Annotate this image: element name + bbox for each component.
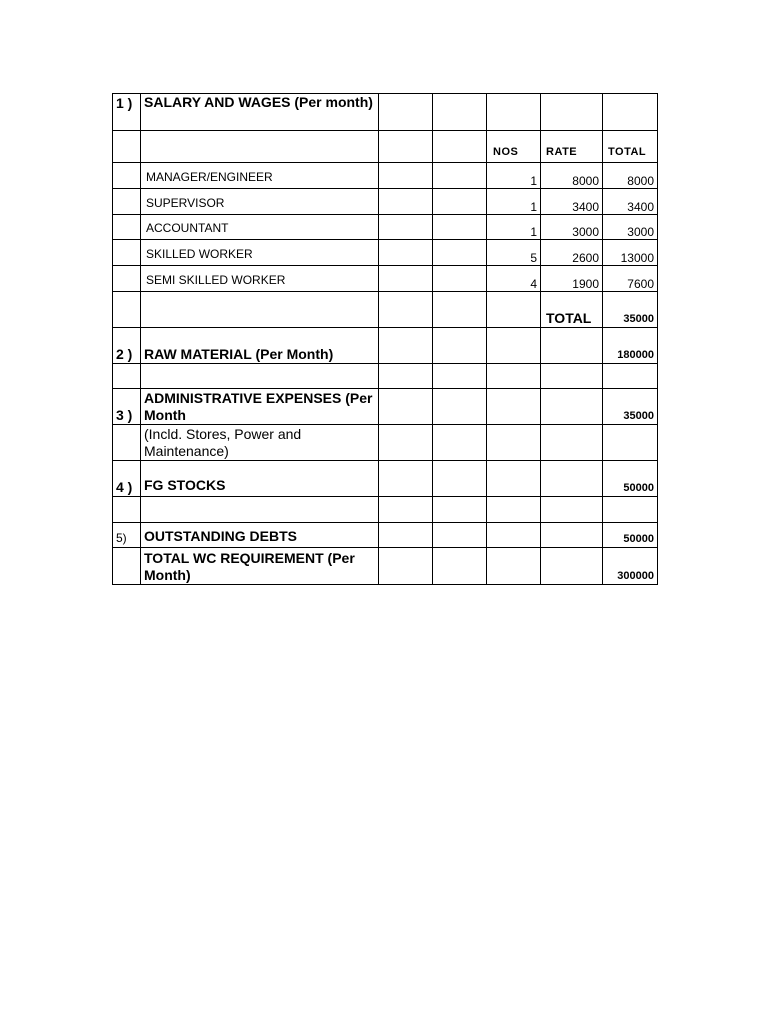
staff-role: SKILLED WORKER	[141, 240, 379, 266]
section-title: SALARY AND WAGES (Per month)	[141, 94, 379, 131]
section-title: ADMINISTRATIVE EXPENSES (Per Month	[141, 389, 379, 425]
raw-material-amount: 180000	[603, 328, 658, 364]
staff-rate: 3400	[541, 189, 603, 215]
staff-role: ACCOUNTANT	[141, 215, 379, 240]
salary-total-row	[113, 292, 658, 328]
admin-note-row	[113, 425, 658, 461]
section-debts-row	[113, 523, 658, 548]
total-wc-title: TOTAL WC REQUIREMENT (Per Month)	[141, 548, 379, 585]
table-row	[113, 215, 658, 240]
section-title: FG STOCKS	[141, 461, 379, 497]
header-total: TOTAL	[603, 131, 658, 163]
staff-total: 8000	[603, 163, 658, 189]
total-wc-row	[113, 548, 658, 585]
section-fg-stocks-row	[113, 461, 658, 497]
staff-total: 7600	[603, 266, 658, 292]
staff-rate: 3000	[541, 215, 603, 240]
staff-total: 3000	[603, 215, 658, 240]
fg-stocks-amount: 50000	[603, 461, 658, 497]
staff-rate: 1900	[541, 266, 603, 292]
header-rate: RATE	[541, 131, 603, 163]
section-title: RAW MATERIAL (Per Month)	[141, 328, 379, 364]
salary-total-amount: 35000	[603, 292, 658, 328]
staff-rate: 2600	[541, 240, 603, 266]
staff-nos: 1	[487, 163, 541, 189]
staff-nos: 5	[487, 240, 541, 266]
staff-total: 3400	[603, 189, 658, 215]
staff-total: 13000	[603, 240, 658, 266]
working-capital-table	[112, 93, 658, 585]
total-wc-amount: 300000	[603, 548, 658, 585]
section-index: 4 )	[113, 461, 141, 497]
section-admin-row	[113, 389, 658, 425]
section-title: OUTSTANDING DEBTS	[141, 523, 379, 548]
section-index: 1 )	[113, 94, 141, 131]
section-raw-material-row	[113, 328, 658, 364]
section-salary-row	[113, 94, 658, 131]
column-header-row	[113, 131, 658, 163]
staff-nos: 1	[487, 215, 541, 240]
salary-total-label: TOTAL	[541, 292, 603, 328]
table-row	[113, 163, 658, 189]
empty-row	[113, 497, 658, 523]
debts-amount: 50000	[603, 523, 658, 548]
table-row	[113, 266, 658, 292]
section-index: 2 )	[113, 328, 141, 364]
admin-amount: 35000	[603, 389, 658, 425]
staff-role: MANAGER/ENGINEER	[141, 163, 379, 189]
table-row	[113, 240, 658, 266]
section-index: 3 )	[113, 389, 141, 425]
header-nos: NOS	[487, 131, 541, 163]
staff-nos: 4	[487, 266, 541, 292]
empty-row	[113, 364, 658, 389]
admin-note: (Incld. Stores, Power and Maintenance)	[141, 425, 379, 461]
section-index: 5)	[113, 523, 141, 548]
staff-rate: 8000	[541, 163, 603, 189]
staff-role: SEMI SKILLED WORKER	[141, 266, 379, 292]
staff-nos: 1	[487, 189, 541, 215]
staff-role: SUPERVISOR	[141, 189, 379, 215]
table-row	[113, 189, 658, 215]
